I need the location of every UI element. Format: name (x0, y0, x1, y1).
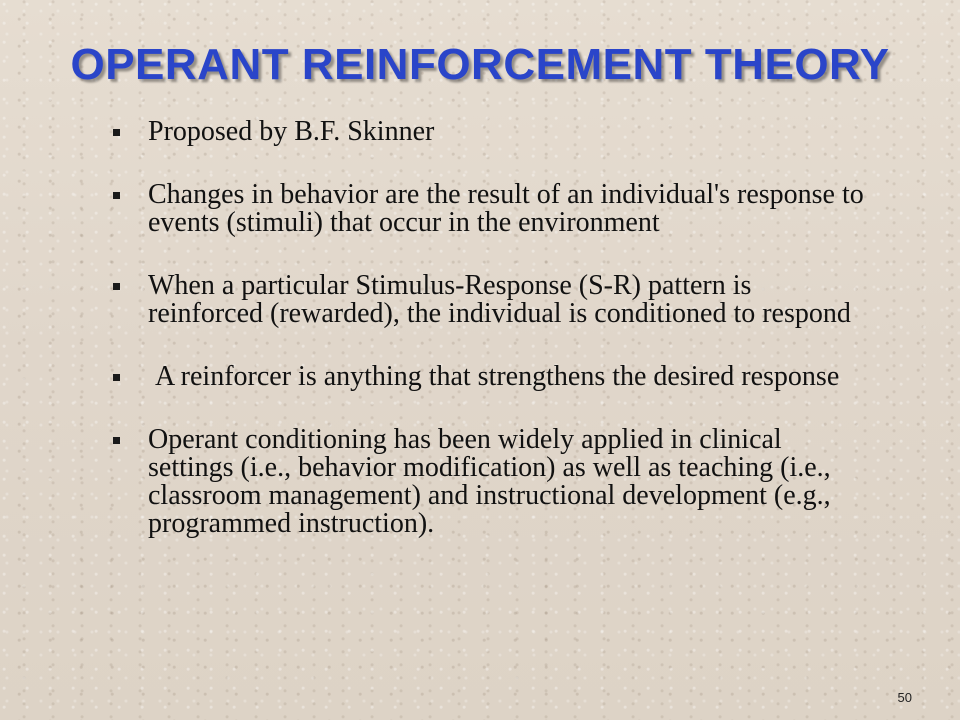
bullet-list (113, 118, 873, 538)
bullet-item (113, 272, 873, 328)
bullet-text: Proposed by B.F. Skinner (148, 116, 435, 147)
bullet-item (113, 181, 873, 237)
bullet-text: Operant conditioning has been widely applied in clinical settings (i.e., behavior modification) as well as teaching (i.e., classroom management) and instructional development (e.g., programmed instruction). (148, 424, 838, 539)
bullet-text: When a particular Stimulus-Response (S-R) pattern is reinforced (rewarded), the individual is conditioned to respond (148, 270, 851, 329)
bullet-item (113, 118, 873, 146)
square-bullet-icon (113, 437, 120, 444)
square-bullet-icon (113, 374, 120, 381)
bullet-item (113, 426, 873, 538)
square-bullet-icon (113, 129, 120, 136)
slide-title: OPERANT REINFORCEMENT THEORY (70, 40, 890, 89)
square-bullet-icon (113, 192, 120, 199)
square-bullet-icon (113, 283, 120, 290)
bullet-text: Changes in behavior are the result of an individual's response to events (stimuli) that occur in the environment (148, 179, 871, 238)
slide-number: 50 (897, 690, 912, 705)
bullet-text: A reinforcer is anything that strengthens the desired response (148, 361, 840, 392)
bullet-item (113, 363, 873, 391)
